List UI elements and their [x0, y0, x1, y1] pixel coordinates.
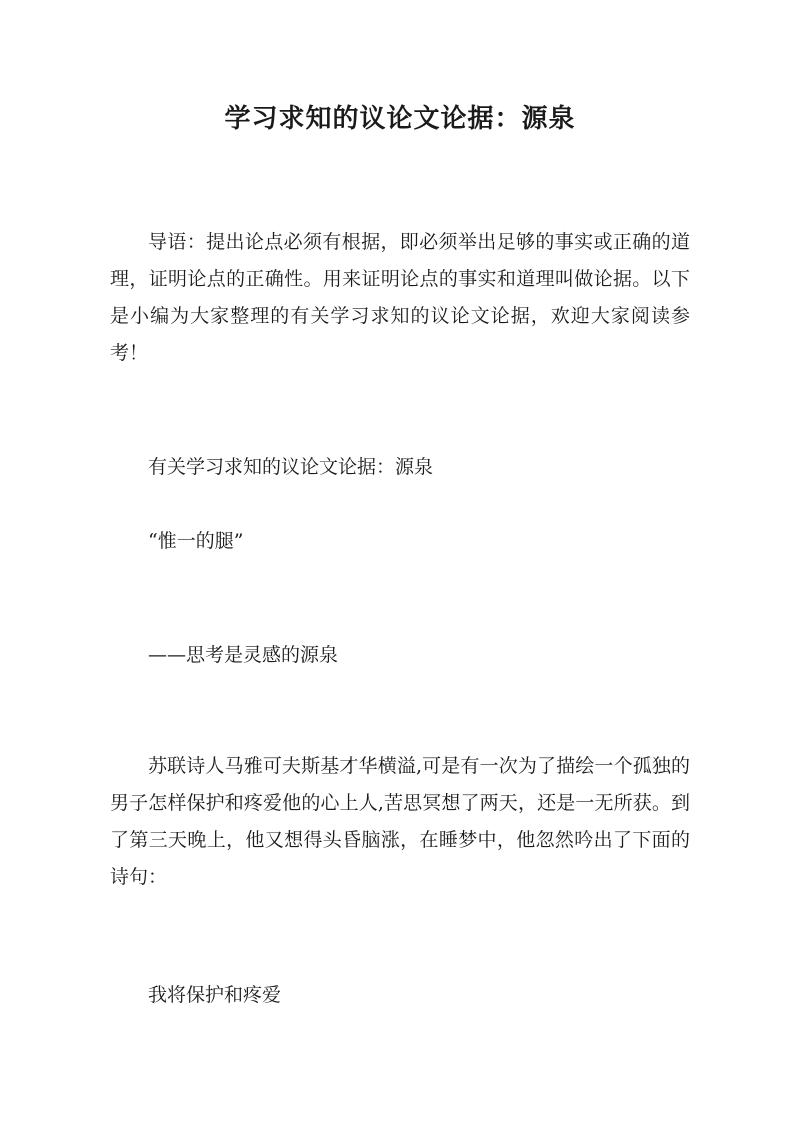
- section-heading: 有关学习求知的议论文论据：源泉: [148, 456, 434, 478]
- document-title: 学习求知的议论文论据：源泉: [224, 104, 576, 134]
- quote-title: “惟一的腿”: [148, 530, 244, 552]
- story-paragraph: 苏联诗人马雅可夫斯基才华横溢,可是有一次为了描绘一个孤独的男子怎样保护和疼爱他的心上人,苦思冥想了两天，还是一无所获。到了第三天晚上，他又想得头昏脑涨，在睡梦中，他忽然吟出了下面的诗句：: [110, 755, 690, 888]
- poem-line: 我将保护和疼爱: [148, 984, 282, 1006]
- intro-paragraph: 导语：提出论点必须有根据，即必须举出足够的事实或正确的道理，证明论点的正确性。用来证明论点的事实和道理叫做论据。以下是小编为大家整理的有关学习求知的议论文论据，欢迎大家阅读参考！: [110, 231, 690, 364]
- subtitle-line: ——思考是灵感的源泉: [148, 644, 339, 666]
